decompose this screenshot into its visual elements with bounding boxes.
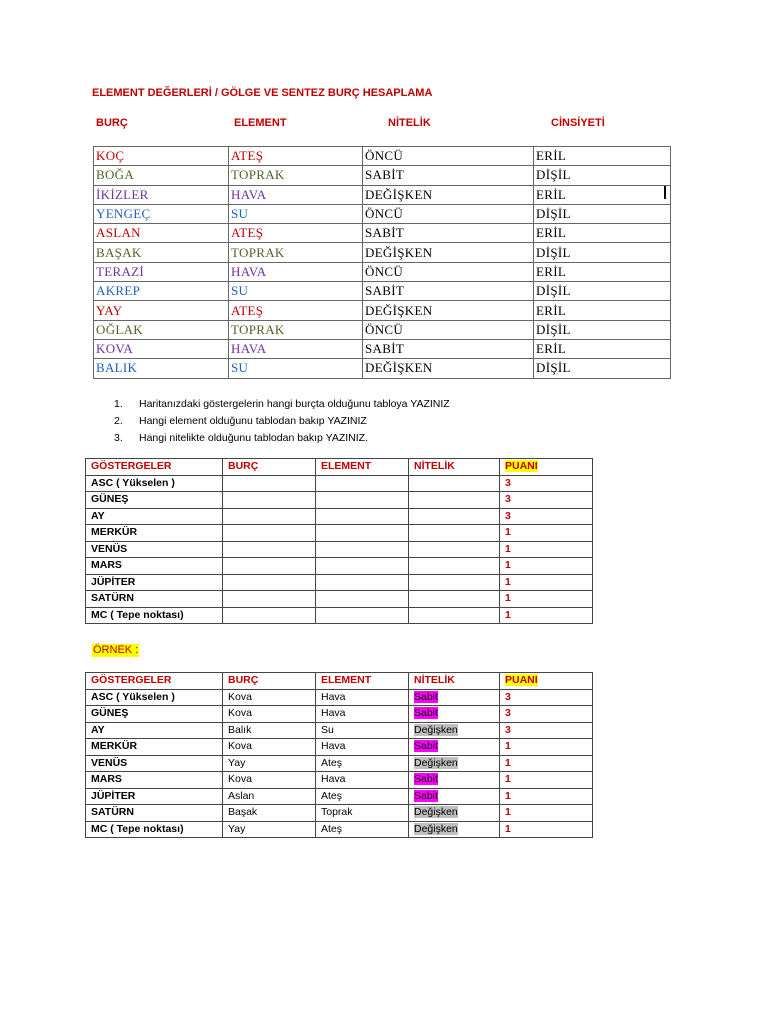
quality-cell xyxy=(409,607,500,624)
sign-row xyxy=(94,359,671,378)
instruction-number: 2. xyxy=(114,415,123,427)
planet-table-header xyxy=(86,459,593,476)
quality-value: Değişken xyxy=(414,723,458,736)
sign-element: TOPRAK xyxy=(229,166,363,185)
sign-name: KOÇ xyxy=(94,147,229,166)
indicator-name: MERKÜR xyxy=(86,525,223,542)
sign-name: YENGEÇ xyxy=(94,204,229,223)
sign-cell xyxy=(223,508,316,525)
score-cell: 1 xyxy=(500,772,593,789)
indicator-name: GÜNEŞ xyxy=(86,706,223,723)
sign-element: HAVA xyxy=(229,339,363,358)
sign-row xyxy=(94,339,671,358)
table-row xyxy=(86,492,593,509)
sign-name: YAY xyxy=(94,301,229,320)
sign-gender: ERİL xyxy=(534,147,671,166)
col-puani-label: PUANI xyxy=(505,674,538,687)
element-cell xyxy=(316,607,409,624)
element-cell: Hava xyxy=(316,706,409,723)
table-row xyxy=(86,574,593,591)
score-cell: 3 xyxy=(500,508,593,525)
header-nitelik: NİTELİK xyxy=(388,117,431,129)
sign-row xyxy=(94,204,671,223)
quality-cell xyxy=(409,821,500,838)
table-row xyxy=(86,772,593,789)
indicator-name: ASC ( Yükselen ) xyxy=(86,475,223,492)
score-cell: 1 xyxy=(500,821,593,838)
sign-cell: Aslan xyxy=(223,788,316,805)
sign-quality: DEĞİŞKEN xyxy=(363,301,534,320)
sign-quality: ÖNCÜ xyxy=(363,204,534,223)
indicator-name: MERKÜR xyxy=(86,739,223,756)
quality-cell xyxy=(409,689,500,706)
quality-cell xyxy=(409,755,500,772)
element-cell xyxy=(316,508,409,525)
sign-cell: Yay xyxy=(223,821,316,838)
quality-cell xyxy=(409,525,500,542)
sign-name: AKREP xyxy=(94,282,229,301)
element-cell: Hava xyxy=(316,739,409,756)
sign-table xyxy=(93,146,671,379)
quality-cell xyxy=(409,492,500,509)
score-cell: 1 xyxy=(500,541,593,558)
sign-element: ATEŞ xyxy=(229,147,363,166)
indicator-name: AY xyxy=(86,508,223,525)
text-cursor xyxy=(664,186,666,199)
sign-cell: Kova xyxy=(223,739,316,756)
example-label: ÖRNEK : xyxy=(93,644,139,656)
table-row xyxy=(86,805,593,822)
sign-quality: ÖNCÜ xyxy=(363,262,534,281)
quality-value: Sabit xyxy=(414,707,438,720)
element-cell xyxy=(316,492,409,509)
element-cell xyxy=(316,475,409,492)
sign-gender: DİŞİL xyxy=(534,282,671,301)
header-burc: BURÇ xyxy=(96,117,128,129)
indicator-name: ASC ( Yükselen ) xyxy=(86,689,223,706)
table-row xyxy=(86,706,593,723)
instruction-list xyxy=(114,396,450,447)
col-nitelik: NİTELİK xyxy=(409,459,500,476)
col-puani xyxy=(500,673,593,690)
quality-value: Sabit xyxy=(414,690,438,703)
sign-row xyxy=(94,243,671,262)
instruction-item xyxy=(114,430,450,447)
instruction-item xyxy=(114,396,450,413)
sign-cell xyxy=(223,492,316,509)
instruction-number: 3. xyxy=(114,432,123,444)
col-burc: BURÇ xyxy=(223,673,316,690)
sign-row xyxy=(94,282,671,301)
instruction-text: Hangi element olduğunu tablodan bakıp YAZINIZ xyxy=(139,415,367,427)
sign-name: BALIK xyxy=(94,359,229,378)
indicator-name: MARS xyxy=(86,558,223,575)
table-row xyxy=(86,739,593,756)
table-row xyxy=(86,755,593,772)
sign-quality: DEĞİŞKEN xyxy=(363,185,534,204)
header-cinsiyet: CİNSİYETİ xyxy=(551,117,605,129)
quality-cell xyxy=(409,541,500,558)
instruction-number: 1. xyxy=(114,398,123,410)
example-table-header xyxy=(86,673,593,690)
element-cell xyxy=(316,558,409,575)
sign-gender: DİŞİL xyxy=(534,243,671,262)
score-cell: 3 xyxy=(500,689,593,706)
sign-element: ATEŞ xyxy=(229,224,363,243)
element-cell: Hava xyxy=(316,689,409,706)
indicator-name: SATÜRN xyxy=(86,591,223,608)
sign-element: SU xyxy=(229,359,363,378)
quality-value: Sabit xyxy=(414,740,438,753)
sign-quality: SABİT xyxy=(363,224,534,243)
col-burc: BURÇ xyxy=(223,459,316,476)
table-row xyxy=(86,788,593,805)
quality-value: Değişken xyxy=(414,822,458,835)
sign-name: TERAZİ xyxy=(94,262,229,281)
quality-cell xyxy=(409,739,500,756)
instruction-item xyxy=(114,413,450,430)
indicator-name: VENÜS xyxy=(86,755,223,772)
sign-cell xyxy=(223,574,316,591)
sign-cell xyxy=(223,607,316,624)
indicator-name: GÜNEŞ xyxy=(86,492,223,509)
sign-row xyxy=(94,166,671,185)
sign-element: ATEŞ xyxy=(229,301,363,320)
col-puani-label: PUANI xyxy=(505,460,538,473)
indicator-name: AY xyxy=(86,722,223,739)
sign-cell: Kova xyxy=(223,772,316,789)
element-cell xyxy=(316,574,409,591)
sign-gender: ERİL xyxy=(534,185,671,204)
sign-name: BAŞAK xyxy=(94,243,229,262)
sign-cell: Balık xyxy=(223,722,316,739)
element-cell xyxy=(316,525,409,542)
score-cell: 1 xyxy=(500,558,593,575)
sign-name: OĞLAK xyxy=(94,320,229,339)
col-puani xyxy=(500,459,593,476)
sign-row xyxy=(94,320,671,339)
score-cell: 1 xyxy=(500,607,593,624)
page-title: ELEMENT DEĞERLERİ / GÖLGE VE SENTEZ BURÇ HESAPLAMA xyxy=(92,87,433,99)
score-cell: 3 xyxy=(500,492,593,509)
quality-value: Değişken xyxy=(414,756,458,769)
sign-element: TOPRAK xyxy=(229,320,363,339)
element-cell xyxy=(316,541,409,558)
quality-cell xyxy=(409,788,500,805)
score-cell: 1 xyxy=(500,591,593,608)
score-cell: 3 xyxy=(500,722,593,739)
sign-gender: ERİL xyxy=(534,262,671,281)
indicator-name: VENÜS xyxy=(86,541,223,558)
element-cell: Ateş xyxy=(316,821,409,838)
sign-cell xyxy=(223,525,316,542)
element-cell xyxy=(316,591,409,608)
element-cell: Ateş xyxy=(316,788,409,805)
indicator-name: MC ( Tepe noktası) xyxy=(86,607,223,624)
indicator-name: JÜPİTER xyxy=(86,788,223,805)
table-row xyxy=(86,689,593,706)
quality-cell xyxy=(409,574,500,591)
indicator-name: MARS xyxy=(86,772,223,789)
table-row xyxy=(86,821,593,838)
score-cell: 3 xyxy=(500,475,593,492)
sign-quality: SABİT xyxy=(363,339,534,358)
table-row xyxy=(86,475,593,492)
quality-value: Sabit xyxy=(414,773,438,786)
sign-cell: Yay xyxy=(223,755,316,772)
score-cell: 1 xyxy=(500,739,593,756)
quality-cell xyxy=(409,805,500,822)
score-cell: 1 xyxy=(500,574,593,591)
sign-name: BOĞA xyxy=(94,166,229,185)
example-table xyxy=(85,672,593,838)
score-cell: 1 xyxy=(500,525,593,542)
table-row xyxy=(86,525,593,542)
indicator-name: JÜPİTER xyxy=(86,574,223,591)
sign-quality: SABİT xyxy=(363,282,534,301)
col-gostergeler: GÖSTERGELER xyxy=(86,459,223,476)
table-row xyxy=(86,722,593,739)
header-element: ELEMENT xyxy=(234,117,287,129)
element-cell: Hava xyxy=(316,772,409,789)
sign-row xyxy=(94,262,671,281)
score-cell: 1 xyxy=(500,788,593,805)
quality-cell xyxy=(409,591,500,608)
quality-cell xyxy=(409,706,500,723)
table-row xyxy=(86,591,593,608)
sign-gender: DİŞİL xyxy=(534,166,671,185)
sign-row xyxy=(94,185,671,204)
sign-cell xyxy=(223,558,316,575)
col-nitelik: NİTELİK xyxy=(409,673,500,690)
sign-gender: ERİL xyxy=(534,224,671,243)
table-row xyxy=(86,508,593,525)
sign-name: İKİZLER xyxy=(94,185,229,204)
indicator-name: SATÜRN xyxy=(86,805,223,822)
quality-cell xyxy=(409,722,500,739)
score-cell: 1 xyxy=(500,755,593,772)
quality-cell xyxy=(409,558,500,575)
sign-gender: DİŞİL xyxy=(534,359,671,378)
score-cell: 3 xyxy=(500,706,593,723)
sign-cell xyxy=(223,475,316,492)
instruction-text: Hangi nitelikte olduğunu tablodan bakıp YAZINIZ. xyxy=(139,432,369,444)
sign-element: HAVA xyxy=(229,185,363,204)
sign-element: TOPRAK xyxy=(229,243,363,262)
quality-value: Değişken xyxy=(414,806,458,819)
quality-value: Sabit xyxy=(414,789,438,802)
instruction-text: Haritanızdaki göstergelerin hangi burçta olduğunu tabloya YAZINIZ xyxy=(139,398,450,410)
indicator-name: MC ( Tepe noktası) xyxy=(86,821,223,838)
sign-gender: DİŞİL xyxy=(534,204,671,223)
sign-name: ASLAN xyxy=(94,224,229,243)
sign-element: HAVA xyxy=(229,262,363,281)
col-element: ELEMENT xyxy=(316,459,409,476)
sign-row xyxy=(94,224,671,243)
sign-row xyxy=(94,301,671,320)
sign-quality: DEĞİŞKEN xyxy=(363,243,534,262)
element-cell: Su xyxy=(316,722,409,739)
sign-quality: DEĞİŞKEN xyxy=(363,359,534,378)
col-gostergeler: GÖSTERGELER xyxy=(86,673,223,690)
sign-quality: ÖNCÜ xyxy=(363,320,534,339)
sign-cell xyxy=(223,591,316,608)
sign-cell: Kova xyxy=(223,689,316,706)
table-row xyxy=(86,541,593,558)
sign-gender: ERİL xyxy=(534,339,671,358)
col-element: ELEMENT xyxy=(316,673,409,690)
table-row xyxy=(86,558,593,575)
score-cell: 1 xyxy=(500,805,593,822)
sign-row xyxy=(94,147,671,166)
sign-element: SU xyxy=(229,282,363,301)
sign-quality: SABİT xyxy=(363,166,534,185)
sign-element: SU xyxy=(229,204,363,223)
element-cell: Ateş xyxy=(316,755,409,772)
planet-table xyxy=(85,458,593,624)
sign-cell: Kova xyxy=(223,706,316,723)
quality-cell xyxy=(409,508,500,525)
sign-name: KOVA xyxy=(94,339,229,358)
quality-cell xyxy=(409,772,500,789)
element-cell: Toprak xyxy=(316,805,409,822)
sign-gender: ERİL xyxy=(534,301,671,320)
quality-cell xyxy=(409,475,500,492)
sign-cell xyxy=(223,541,316,558)
sign-cell: Başak xyxy=(223,805,316,822)
sign-quality: ÖNCÜ xyxy=(363,147,534,166)
table-row xyxy=(86,607,593,624)
sign-gender: DİŞİL xyxy=(534,320,671,339)
